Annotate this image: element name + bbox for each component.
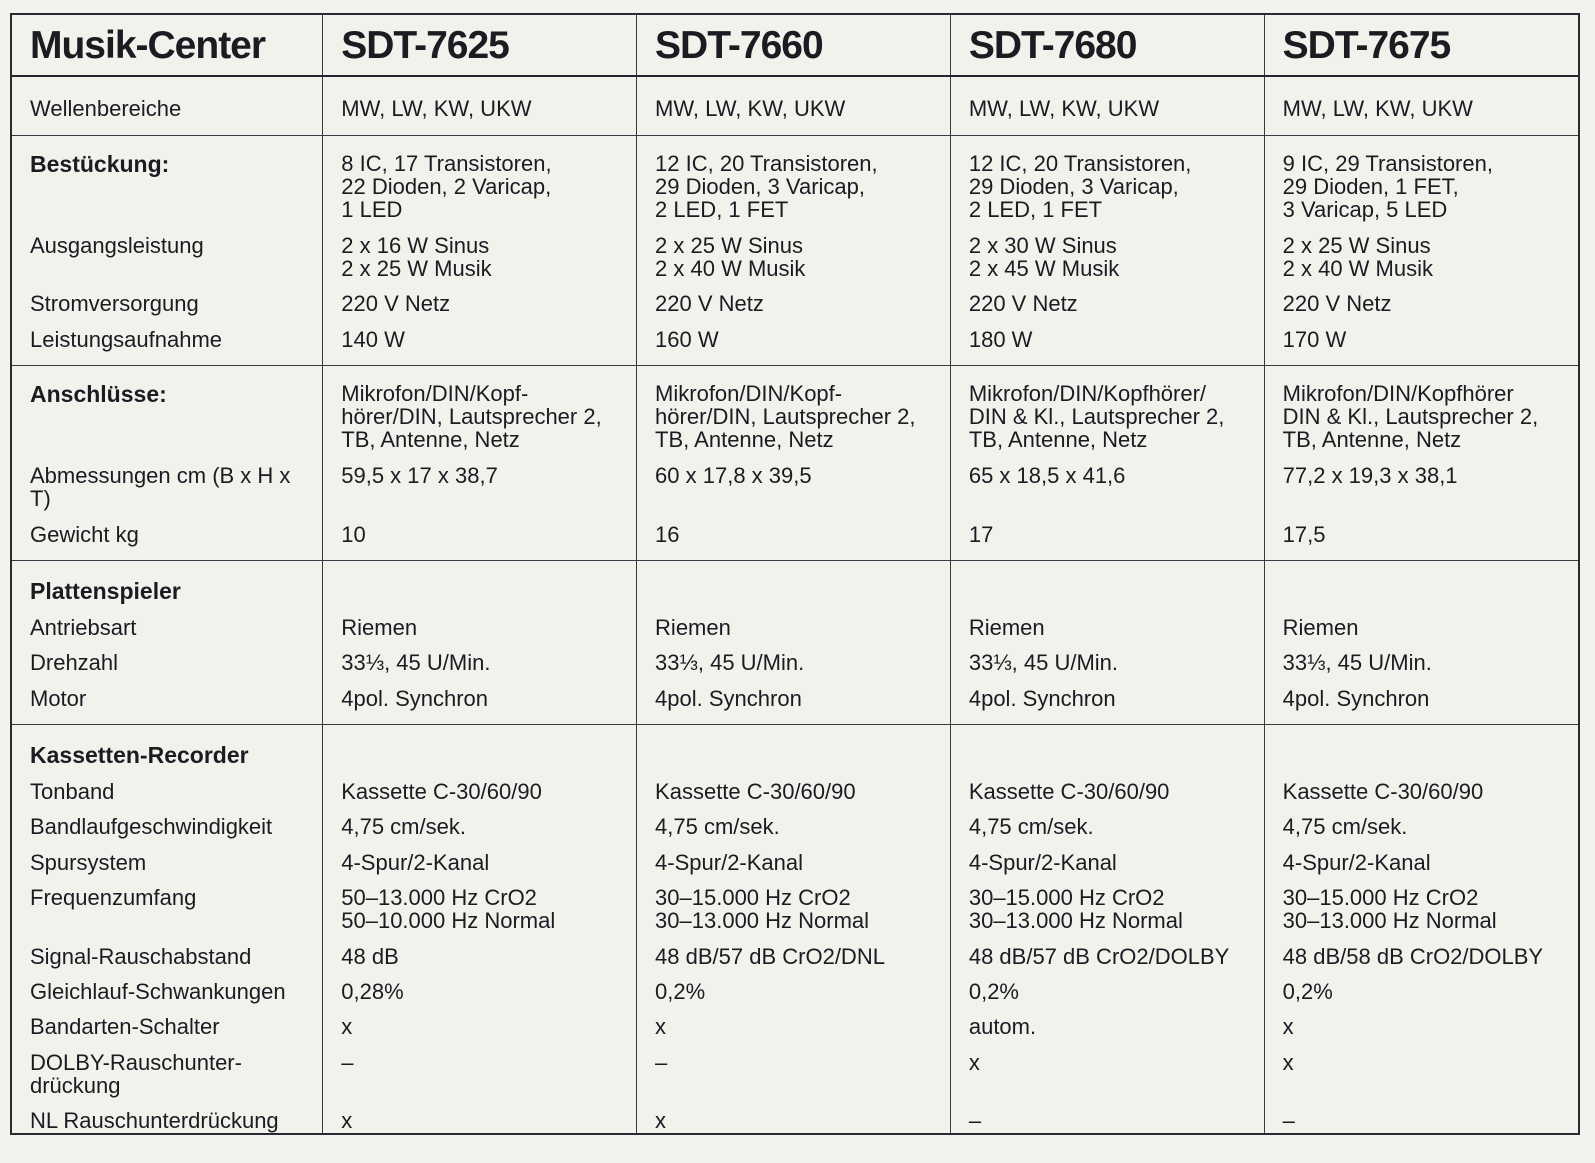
row-label: Tonband [30, 778, 115, 804]
row-value: 59,5 x 17 x 38,7 [323, 452, 637, 511]
spec-row-leistung [12, 316, 1578, 366]
spec-row-bestueckung [12, 135, 1578, 221]
model-header: SDT-7675 [1264, 15, 1578, 76]
row-value: Riemen [323, 604, 637, 639]
row-value: 4,75 cm/sek. [1264, 803, 1578, 838]
spec-row-tonband [12, 768, 1578, 803]
empty-cell [1264, 725, 1578, 768]
row-label: Stromversorgung [30, 291, 199, 317]
row-value: Kassette C-30/60/90 [323, 768, 637, 803]
spec-row-gewicht [12, 511, 1578, 561]
row-value: 220 V Netz [323, 280, 637, 315]
row-value: 0,2% [1264, 968, 1578, 1003]
row-label: Leistungsaufnahme [12, 316, 323, 366]
row-value: Mikrofon/DIN/Kopf- hörer/DIN, Lautsprecher 2, TB, Antenne, Netz [323, 366, 637, 452]
empty-cell [323, 561, 637, 604]
row-value: MW, LW, KW, UKW [950, 76, 1264, 135]
row-value: autom. [950, 1003, 1264, 1038]
row-label: Gewicht kg [12, 511, 323, 561]
row-value: 4pol. Synchron [950, 675, 1264, 725]
spec-row-gleichlauf [12, 968, 1578, 1003]
empty-cell [323, 725, 637, 768]
row-value: 33⅓, 45 U/Min. [950, 639, 1264, 674]
row-value: 4-Spur/2-Kanal [950, 839, 1264, 874]
row-value: x [323, 1003, 637, 1038]
row-value: 77,2 x 19,3 x 38,1 [1264, 452, 1578, 511]
spec-table [12, 15, 1578, 1133]
row-value: 220 V Netz [950, 280, 1264, 315]
row-value: 10 [323, 511, 637, 561]
row-label: Bestückung: [30, 150, 170, 177]
spec-row-nl [12, 1097, 1578, 1133]
spec-row-wellen [12, 76, 1578, 135]
row-value: x [1264, 1039, 1578, 1098]
row-value: 17 [950, 511, 1264, 561]
row-value: 48 dB/57 dB CrO2/DOLBY [950, 933, 1264, 968]
spec-row-bandarten [12, 1003, 1578, 1038]
row-value: 220 V Netz [637, 280, 951, 315]
row-value: 16 [637, 511, 951, 561]
row-value: x [323, 1097, 637, 1133]
row-value: 33⅓, 45 U/Min. [1264, 639, 1578, 674]
row-value: 0,28% [323, 968, 637, 1003]
empty-cell [637, 725, 951, 768]
row-value: 4,75 cm/sek. [323, 803, 637, 838]
row-value: 48 dB/58 dB CrO2/DOLBY [1264, 933, 1578, 968]
row-value: 8 IC, 17 Transistoren, 22 Dioden, 2 Varicap, 1 LED [323, 135, 637, 221]
row-label: Antriebsart [30, 614, 137, 640]
spec-row-strom [12, 280, 1578, 315]
row-label: DOLBY-Rauschunter- drückung [30, 1049, 242, 1098]
row-value: Mikrofon/DIN/Kopfhörer/ DIN & Kl., Lautsprecher 2, TB, Antenne, Netz [950, 366, 1264, 452]
row-value: 4-Spur/2-Kanal [323, 839, 637, 874]
row-label: Motor [12, 675, 323, 725]
row-label: Signal-Rauschabstand [30, 943, 252, 969]
row-value: 2 x 25 W Sinus 2 x 40 W Musik [1264, 222, 1578, 281]
spec-row-frequenz [12, 874, 1578, 933]
header-row [12, 15, 1578, 76]
row-value: Riemen [637, 604, 951, 639]
row-value: x [1264, 1003, 1578, 1038]
row-value: 65 x 18,5 x 41,6 [950, 452, 1264, 511]
spec-row-drehzahl [12, 639, 1578, 674]
row-value: 4pol. Synchron [1264, 675, 1578, 725]
table-title: Musik-Center [12, 15, 323, 76]
row-label: Abmessungen cm (B x H x T) [30, 463, 291, 512]
row-label: Drehzahl [30, 650, 119, 676]
spec-row-abmessungen [12, 452, 1578, 511]
row-value: 17,5 [1264, 511, 1578, 561]
model-header: SDT-7680 [950, 15, 1264, 76]
row-label: Frequenzumfang [30, 884, 197, 910]
row-value: 48 dB [323, 933, 637, 968]
row-value: 180 W [950, 316, 1264, 366]
row-value: 30–15.000 Hz CrO2 30–13.000 Hz Normal [1264, 874, 1578, 933]
row-value: x [637, 1003, 951, 1038]
row-label: NL Rauschunterdrückung [30, 1108, 279, 1134]
row-value: 170 W [1264, 316, 1578, 366]
row-value: – [1264, 1097, 1578, 1133]
row-value: x [950, 1039, 1264, 1098]
spec-row-ausgang [12, 222, 1578, 281]
row-value: Mikrofon/DIN/Kopfhörer DIN & Kl., Lautsprecher 2, TB, Antenne, Netz [1264, 366, 1578, 452]
row-value: 48 dB/57 dB CrO2/DNL [637, 933, 951, 968]
row-value: 4pol. Synchron [637, 675, 951, 725]
row-label: Bandarten-Schalter [30, 1014, 220, 1040]
row-label: Ausgangsleistung [30, 232, 204, 258]
row-value: 33⅓, 45 U/Min. [637, 639, 951, 674]
spec-row-plattenspieler [12, 561, 1578, 604]
row-value: 4-Spur/2-Kanal [637, 839, 951, 874]
spec-row-signal [12, 933, 1578, 968]
model-header: SDT-7660 [637, 15, 951, 76]
row-value: 140 W [323, 316, 637, 366]
row-value: 0,2% [950, 968, 1264, 1003]
row-value: 9 IC, 29 Transistoren, 29 Dioden, 1 FET, 3 Varicap, 5 LED [1264, 135, 1578, 221]
row-value: Kassette C-30/60/90 [950, 768, 1264, 803]
row-value: – [637, 1039, 951, 1098]
row-value: MW, LW, KW, UKW [323, 76, 637, 135]
row-value: 4,75 cm/sek. [637, 803, 951, 838]
row-value: – [950, 1097, 1264, 1133]
row-value: 220 V Netz [1264, 280, 1578, 315]
row-value: MW, LW, KW, UKW [1264, 76, 1578, 135]
row-value: 30–15.000 Hz CrO2 30–13.000 Hz Normal [637, 874, 951, 933]
row-value: 4pol. Synchron [323, 675, 637, 725]
row-value: x [637, 1097, 951, 1133]
empty-cell [950, 725, 1264, 768]
row-value: 2 x 30 W Sinus 2 x 45 W Musik [950, 222, 1264, 281]
row-value: 4-Spur/2-Kanal [1264, 839, 1578, 874]
row-value: 33⅓, 45 U/Min. [323, 639, 637, 674]
row-value: 50–13.000 Hz CrO2 50–10.000 Hz Normal [323, 874, 637, 933]
spec-row-motor [12, 675, 1578, 725]
row-value: 2 x 16 W Sinus 2 x 25 W Musik [323, 222, 637, 281]
row-value: 2 x 25 W Sinus 2 x 40 W Musik [637, 222, 951, 281]
row-value: MW, LW, KW, UKW [637, 76, 951, 135]
row-value: 12 IC, 20 Transistoren, 29 Dioden, 3 Varicap, 2 LED, 1 FET [950, 135, 1264, 221]
row-value: Riemen [1264, 604, 1578, 639]
row-value: – [323, 1039, 637, 1098]
row-label: Plattenspieler [30, 578, 181, 605]
row-value: Kassette C-30/60/90 [637, 768, 951, 803]
row-value: 4,75 cm/sek. [950, 803, 1264, 838]
spec-row-anschluesse [12, 366, 1578, 452]
spec-sheet [10, 13, 1580, 1135]
spec-row-kassette [12, 725, 1578, 768]
row-value: 12 IC, 20 Transistoren, 29 Dioden, 3 Varicap, 2 LED, 1 FET [637, 135, 951, 221]
row-label: Wellenbereiche [12, 76, 323, 135]
row-label: Spursystem [30, 849, 147, 875]
row-value: Mikrofon/DIN/Kopf- hörer/DIN, Lautsprecher 2, TB, Antenne, Netz [637, 366, 951, 452]
row-value: Kassette C-30/60/90 [1264, 768, 1578, 803]
row-value: 160 W [637, 316, 951, 366]
row-value: 30–15.000 Hz CrO2 30–13.000 Hz Normal [950, 874, 1264, 933]
empty-cell [1264, 561, 1578, 604]
spec-row-antrieb [12, 604, 1578, 639]
model-header: SDT-7625 [323, 15, 637, 76]
row-label: Gleichlauf-Schwankungen [30, 978, 286, 1004]
empty-cell [950, 561, 1264, 604]
row-value: 0,2% [637, 968, 951, 1003]
row-label: Bandlaufgeschwindigkeit [30, 814, 273, 840]
row-label: Kassetten-Recorder [30, 742, 249, 769]
empty-cell [637, 561, 951, 604]
row-value: Riemen [950, 604, 1264, 639]
row-value: 60 x 17,8 x 39,5 [637, 452, 951, 511]
row-label: Anschlüsse: [30, 381, 167, 408]
spec-row-bandlauf [12, 803, 1578, 838]
spec-row-spur [12, 839, 1578, 874]
spec-row-dolby [12, 1039, 1578, 1098]
